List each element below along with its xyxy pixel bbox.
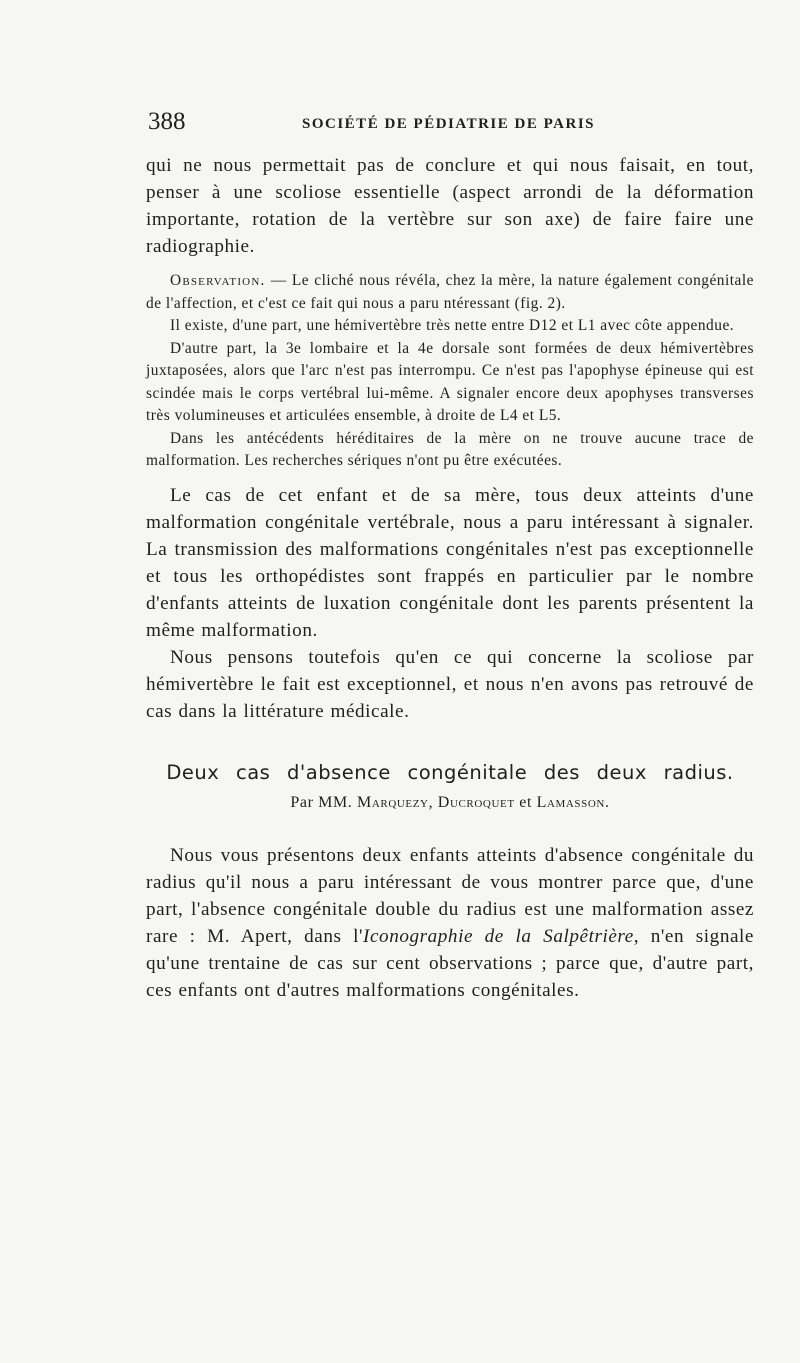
author-ducroquet: Ducroquet bbox=[437, 793, 515, 811]
authors-end: . bbox=[604, 793, 610, 811]
observation-paragraph-1 bbox=[146, 270, 754, 315]
section-body-start: Nous vous présentons deux enfants atteints d'absence congénitale du radius qu'il nous a paru intéressant de vous montrer parce que, d'une part, l'absence congénitale double du radius est une malformation assez rare : M. Apert, dans l' bbox=[146, 844, 754, 947]
page-number: 388 bbox=[148, 108, 186, 135]
running-head: SOCIÉTÉ DE PÉDIATRIE DE PARIS bbox=[302, 116, 595, 132]
observation-paragraph-3: D'autre part, la 3e lombaire et la 4e dorsale sont formées de deux hémivertèbres juxtaposées, alors que l'arc n'est pas interrompu. Ce n'est pas l'apophyse épineuse qui est scindée mais le corps vertébral lui-même. A signaler encore deux apophyses transverses très volumineuses et articulées ensemble, à droite de L4 et L5. bbox=[146, 339, 754, 424]
authors-prefix: Par MM. bbox=[290, 793, 358, 811]
authors-separator: et bbox=[514, 793, 537, 811]
spacer bbox=[146, 473, 754, 482]
observation-text-1: — Le cliché nous révéla, chez la mère, la nature également congénitale de l'affection, et c'est ce fait qui nous a paru ntéressant (fig. 2). bbox=[146, 272, 754, 312]
section-authors bbox=[146, 794, 754, 812]
intro-paragraph: qui ne nous permettait pas de conclure et qui nous faisait, en tout, penser à une scoliose essentielle (aspect arrondi de la déformation importante, rotation de la vertèbre sur son axe) de faire faire une radiographie. bbox=[146, 155, 754, 257]
author-lamasson: Lamasson bbox=[536, 793, 605, 811]
section-body-end: , n'en signale qu'une trentaine de cas sur cent observations ; parce que, d'autre part, ces enfants ont d'autres malformations congénitales. bbox=[146, 925, 754, 1001]
section-body-italic: Iconographie de la Salpêtrière bbox=[363, 925, 634, 947]
page-header bbox=[146, 108, 754, 142]
observation-paragraph-2: Il existe, d'une part, une hémivertèbre très nette entre D12 et L1 avec côte appendue. bbox=[170, 317, 735, 334]
author-marquezy: Marquezy bbox=[357, 793, 429, 811]
section-title: Deux cas d'absence congénitale des deux radius. bbox=[166, 760, 734, 784]
observation-paragraph-4: Dans les antécédents héréditaires de la mère on ne trouve aucune trace de malformation. Les recherches sériques n'ont pu être exécutées. bbox=[146, 429, 754, 469]
observation-label: Observation. bbox=[170, 272, 266, 289]
authors-separator: , bbox=[428, 793, 438, 811]
discussion-paragraph-1: Le cas de cet enfant et de sa mère, tous deux atteints d'une malformation congénitale vertébrale, nous a paru intéressant à signaler. La transmission des malformations congénitales n'est pas exceptionnelle et tous les orthopédistes sont frappés en particulier par le nombre d'enfants atteints de luxation congénitale dont les parents présentent la même malformation. bbox=[146, 484, 754, 641]
discussion-paragraph-2: Nous pensons toutefois qu'en ce qui concerne la scoliose par hémivertèbre le fait est exceptionnel, et nous n'en avons pas retrouvé de cas dans la littérature médicale. bbox=[146, 646, 754, 722]
section-body-paragraph bbox=[146, 842, 754, 1004]
spacer bbox=[146, 260, 754, 270]
document-page bbox=[146, 108, 754, 1004]
